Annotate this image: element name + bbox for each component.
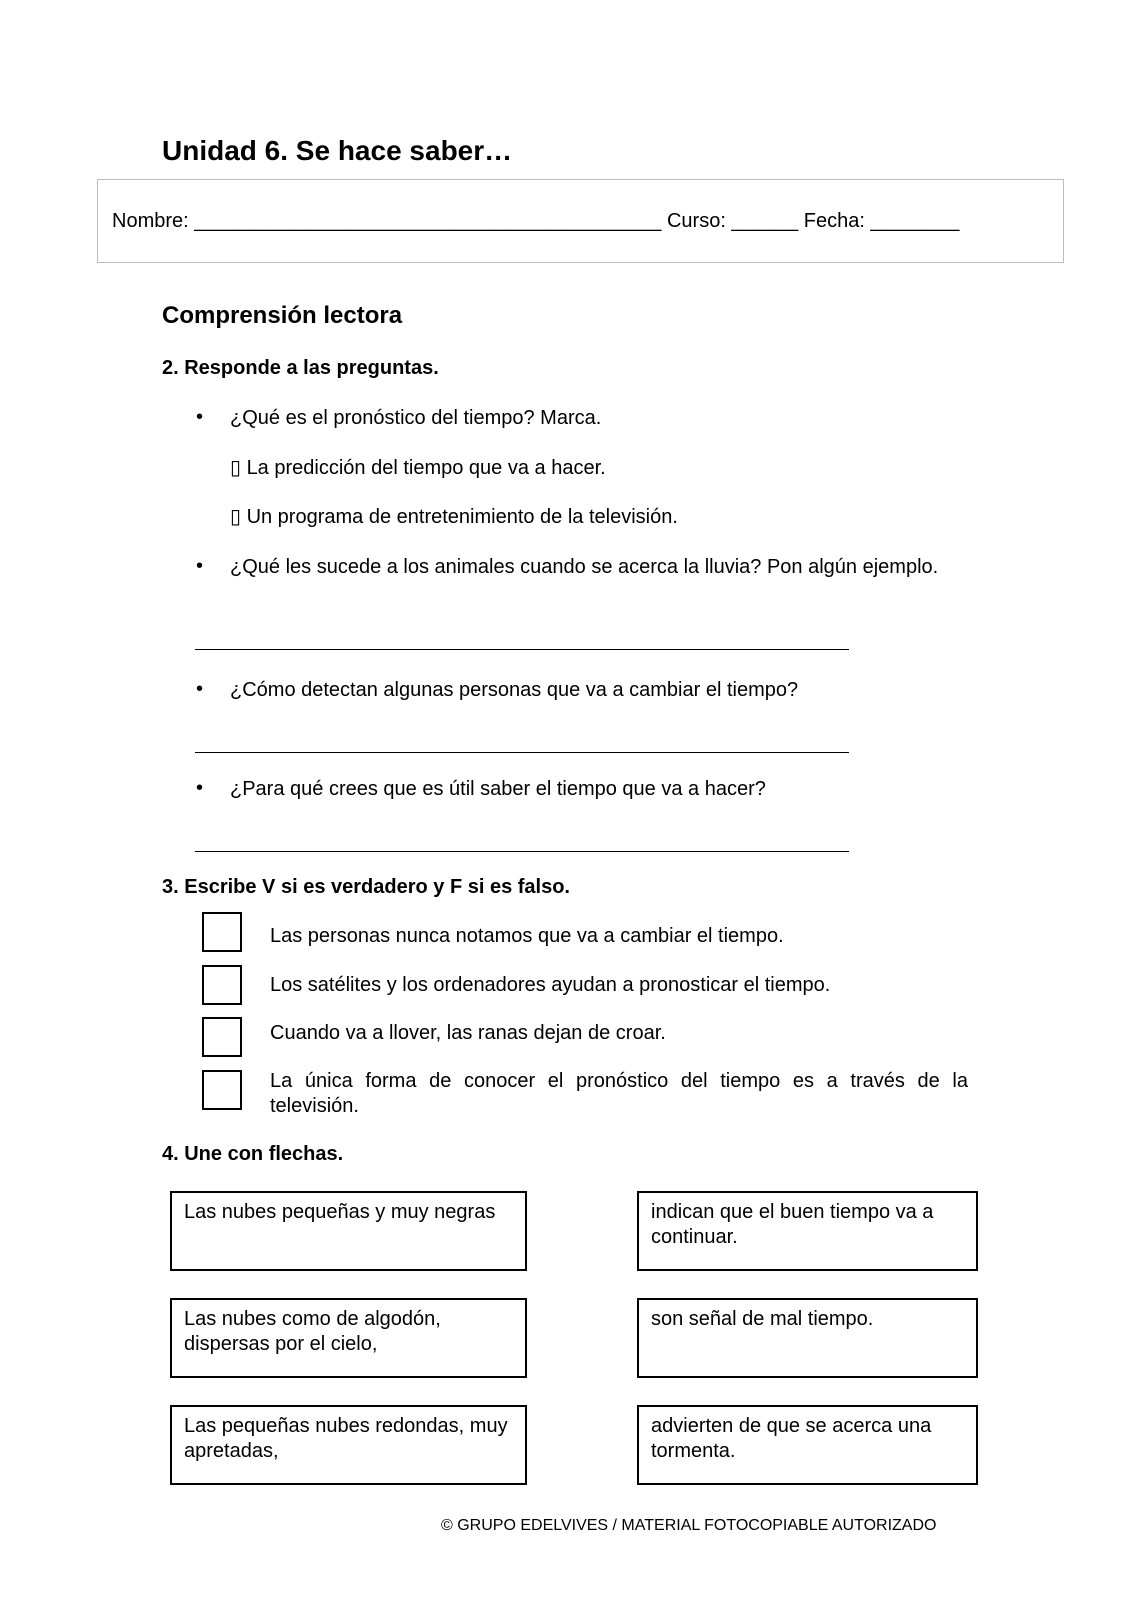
student-info-box: [97, 179, 1064, 263]
section-title: Comprensión lectora: [162, 302, 403, 329]
statement-1: Las personas nunca notamos que va a cambiar el tiempo.: [270, 925, 784, 947]
option-2[interactable]: ▯ Un programa de entretenimiento de la televisión.: [230, 506, 678, 528]
match-left-3[interactable]: Las pequeñas nubes redondas, muy apretadas,: [170, 1405, 527, 1485]
true-false-box[interactable]: [202, 965, 242, 1005]
statement-4: La única forma de conocer el pronóstico del tiempo es a través de la televisión.: [270, 1070, 968, 1117]
question-2-heading: 2. Responde a las preguntas.: [162, 357, 439, 379]
statement-2: Los satélites y los ordenadores ayudan a pronosticar el tiempo.: [270, 974, 831, 996]
question-2-bullet-2: ¿Qué les sucede a los animales cuando se acerca la lluvia? Pon algún ejemplo.: [230, 556, 939, 578]
page-title: Unidad 6. Se hace saber…: [162, 135, 513, 166]
match-left-2[interactable]: Las nubes como de algodón, dispersas por el cielo,: [170, 1298, 527, 1378]
question-4-heading: 4. Une con flechas.: [162, 1143, 344, 1165]
bullet-icon: •: [196, 406, 204, 428]
bullet-icon: •: [196, 678, 204, 700]
copyright-footer: © GRUPO EDELVIVES / MATERIAL FOTOCOPIABLE AUTORIZADO: [441, 1517, 937, 1534]
true-false-box[interactable]: [202, 1070, 242, 1110]
true-false-box[interactable]: [202, 912, 242, 952]
bullet-icon: •: [196, 777, 204, 799]
answer-line-3[interactable]: [195, 851, 849, 852]
match-right-2[interactable]: son señal de mal tiempo.: [637, 1298, 978, 1378]
bullet-icon: •: [196, 555, 204, 577]
answer-line-1[interactable]: [195, 649, 849, 650]
match-left-1[interactable]: Las nubes pequeñas y muy negras: [170, 1191, 527, 1271]
option-1[interactable]: ▯ La predicción del tiempo que va a hacer.: [230, 457, 606, 479]
question-2-bullet-3: ¿Cómo detectan algunas personas que va a cambiar el tiempo?: [230, 679, 799, 701]
statement-3: Cuando va a llover, las ranas dejan de croar.: [270, 1022, 666, 1044]
match-right-1[interactable]: indican que el buen tiempo va a continuar.: [637, 1191, 978, 1271]
student-info-line[interactable]: Nombre: __________________________________________ Curso: ______ Fecha: ________: [112, 210, 960, 232]
true-false-box[interactable]: [202, 1017, 242, 1057]
match-right-3[interactable]: advierten de que se acerca una tormenta.: [637, 1405, 978, 1485]
question-2-bullet-4: ¿Para qué crees que es útil saber el tiempo que va a hacer?: [230, 778, 766, 800]
question-3-heading: 3. Escribe V si es verdadero y F si es falso.: [162, 876, 570, 898]
question-2-bullet-1: ¿Qué es el pronóstico del tiempo? Marca.: [230, 407, 602, 429]
answer-line-2[interactable]: [195, 752, 849, 753]
